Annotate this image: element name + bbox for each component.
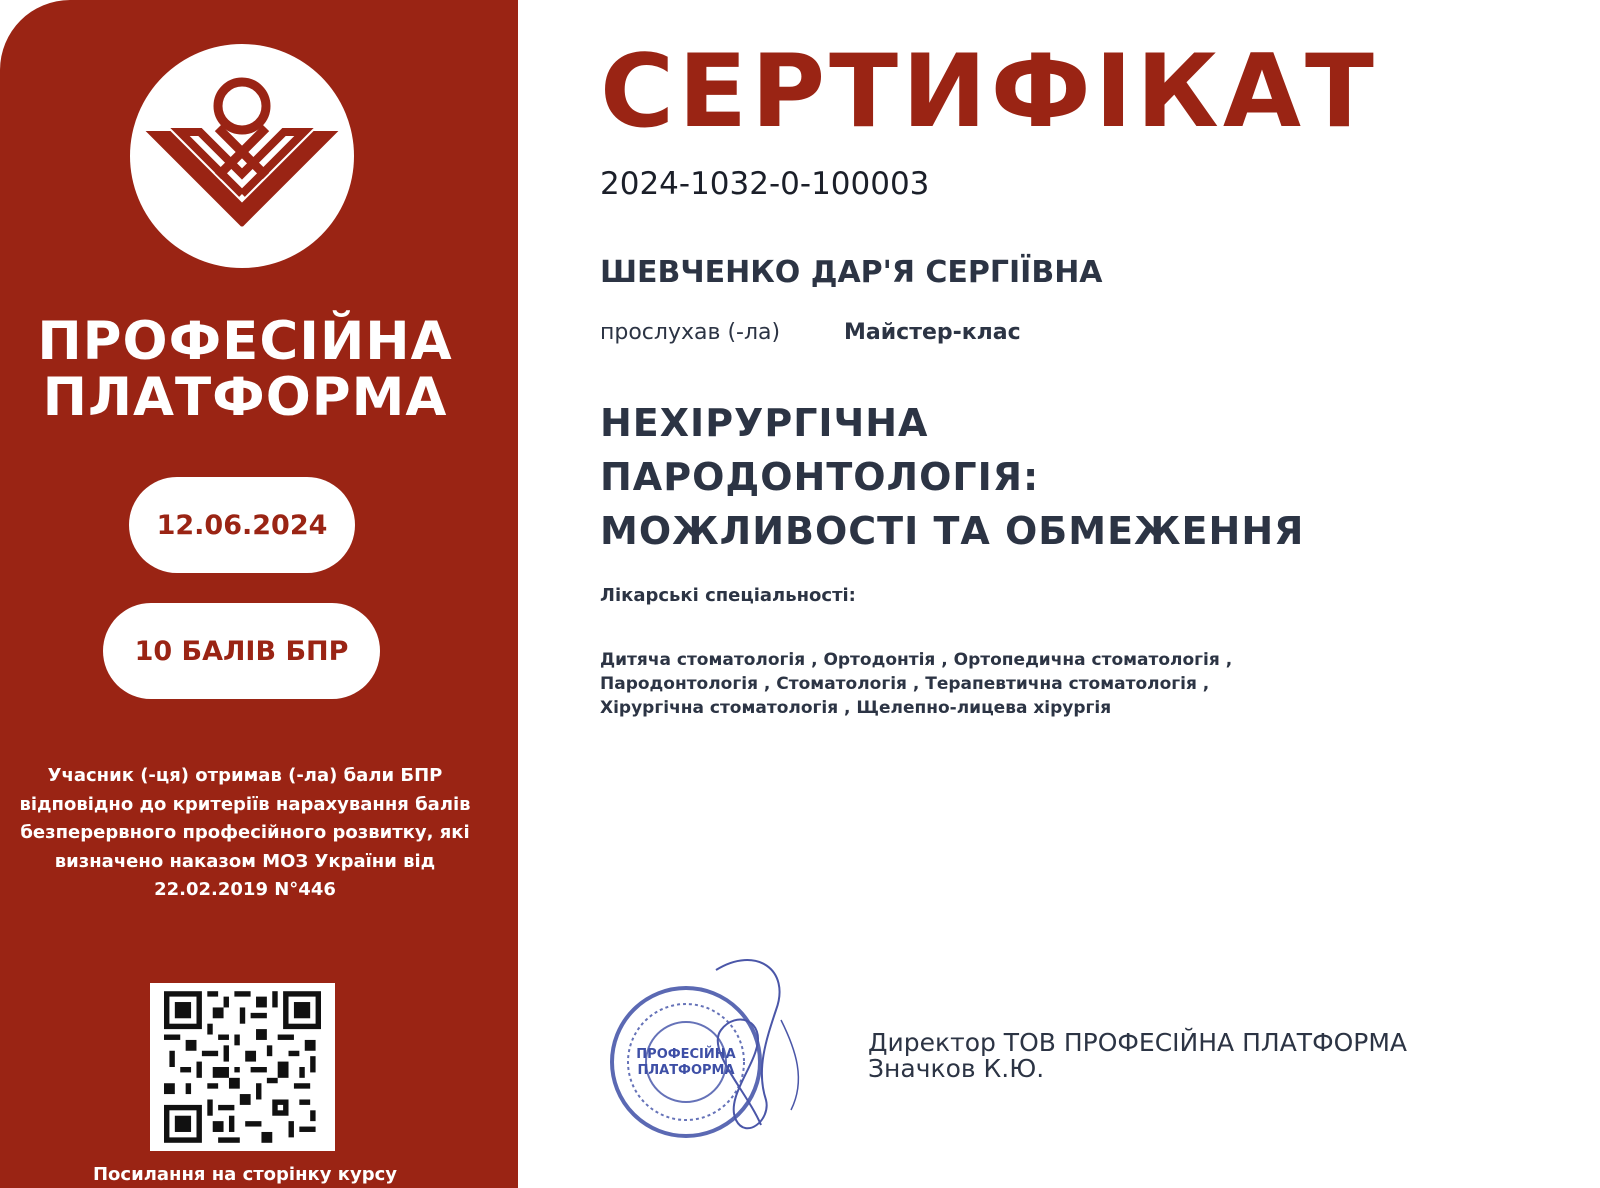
course-title-line: МОЖЛИВОСТІ ТА ОБМЕЖЕННЯ	[600, 509, 1305, 553]
event-format: Майстер-клас	[844, 320, 1021, 345]
recipient-name: ШЕВЧЕНКО ДАР'Я СЕРГІЇВНА	[600, 255, 1103, 290]
logo-icon	[130, 44, 354, 268]
stamp-text-bottom: ПЛАТФОРМА	[637, 1063, 735, 1078]
attended-label: прослухав (-ла)	[600, 320, 781, 345]
specialties-line: Хірургічна стоматологія , Щелепно-лицева хірургія	[600, 698, 1112, 718]
course-title-line: ПАРОДОНТОЛОГІЯ:	[600, 455, 1040, 499]
platform-name-line1: ПРОФЕСІЙНА	[37, 311, 453, 372]
cpd-points-note: Учасник (-ця) отримав (-ла) бали БПР відповідно до критеріїв нарахування балів безперервного професійного розвитку, які визначено наказом МОЗ України від 22.02.2019 N°446	[19, 765, 471, 900]
platform-name-line2: ПЛАТФОРМА	[42, 367, 448, 428]
stamp-text-top: ПРОФЕСІЙНА	[636, 1047, 736, 1062]
signer-name: Значков К.Ю.	[868, 1054, 1045, 1083]
certificate-number: 2024-1032-0-100003	[600, 166, 930, 202]
signer-block	[868, 1030, 1407, 1082]
seal-stamp-icon	[606, 950, 831, 1150]
specialties-line: Дитяча стоматологія , Ортодонтія , Ортопедична стоматологія ,	[600, 650, 1233, 670]
specialties-label: Лікарські спеціальності:	[600, 585, 856, 606]
points-badge: 10 БАЛІВ БПР	[103, 603, 380, 699]
qr-code-link[interactable]	[150, 983, 335, 1151]
attendance-row	[600, 320, 1021, 345]
seal-graphic	[606, 950, 831, 1150]
specialties-line: Пародонтологія , Стоматологія , Терапевтична стоматологія ,	[600, 674, 1210, 694]
date-badge: 12.06.2024	[129, 477, 355, 573]
specialties-list	[600, 648, 1232, 720]
platform-name	[0, 311, 490, 428]
signer-title: Директор ТОВ ПРОФЕСІЙНА ПЛАТФОРМА	[868, 1028, 1408, 1057]
course-title-line: НЕХІРУРГІЧНА	[600, 401, 929, 445]
qr-caption: Посилання на сторінку курсу	[92, 1164, 397, 1185]
certificate-title: СЕРТИФІКАТ	[600, 32, 1378, 150]
qr-code-icon	[164, 991, 321, 1143]
sidebar-panel	[0, 0, 518, 1188]
course-title	[600, 396, 1304, 558]
logo-mark	[130, 44, 354, 268]
